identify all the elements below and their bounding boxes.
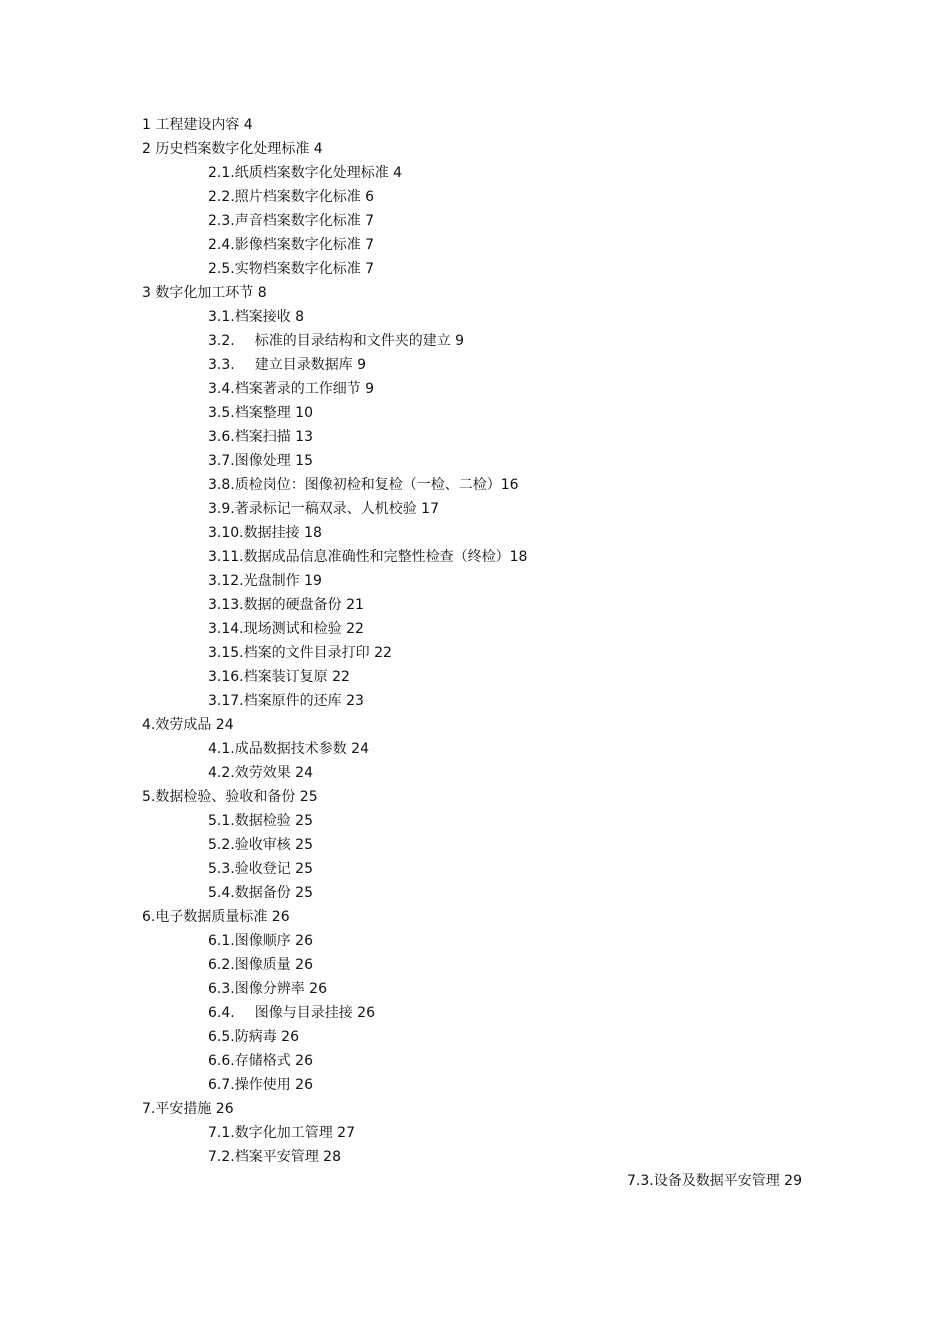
- toc-entry-text: 3.13.数据的硬盘备份 21: [208, 597, 364, 613]
- toc-entry[interactable]: [142, 1025, 842, 1049]
- toc-entry-text: 4.2.效劳效果 24: [208, 765, 313, 781]
- toc-entry-number: 6.4.: [208, 1005, 235, 1021]
- toc-entry[interactable]: [142, 473, 842, 497]
- toc-entry-number: 3.2.: [208, 333, 235, 349]
- toc-entry-text: 6.2.图像质量 26: [208, 957, 313, 973]
- toc-entry-text: 3.1.档案接收 8: [208, 309, 305, 325]
- toc-entry-text: 2.5.实物档案数字化标准 7: [208, 261, 375, 277]
- toc-entry-text: 6.3.图像分辨率 26: [208, 981, 327, 997]
- toc-entry[interactable]: [142, 617, 842, 641]
- toc-entry[interactable]: [142, 377, 842, 401]
- toc-entry-text: 5.数据检验、验收和备份 25: [142, 789, 318, 805]
- toc-entry-text: 6.电子数据质量标准 26: [142, 909, 290, 925]
- toc-entry[interactable]: [142, 425, 842, 449]
- toc-heading[interactable]: [142, 905, 842, 929]
- toc-entry-text: 5.4.数据备份 25: [208, 885, 313, 901]
- toc-entry-text: 3.5.档案整理 10: [208, 405, 313, 421]
- toc-entry-text: 3.9.著录标记一稿双录、人机校验 17: [208, 501, 439, 517]
- toc-entry[interactable]: [142, 521, 842, 545]
- toc-entry-text: 2 历史档案数字化处理标准 4: [142, 141, 323, 157]
- toc-entry[interactable]: [142, 761, 842, 785]
- toc-entry-title: 图像与目录挂接 26: [254, 1005, 375, 1021]
- toc-entry-text: 7.平安措施 26: [142, 1101, 234, 1117]
- toc-entry[interactable]: [142, 449, 842, 473]
- toc-entry-title: 建立目录数据库 9: [254, 357, 367, 373]
- toc-entry[interactable]: [142, 305, 842, 329]
- toc-entry-text: 7.1.数字化加工管理 27: [208, 1125, 355, 1141]
- toc-entry-text: 5.1.数据检验 25: [208, 813, 313, 829]
- toc-entry-text: 7.2.档案平安管理 28: [208, 1149, 341, 1165]
- toc-entry-title: 标准的目录结构和文件夹的建立 9: [254, 333, 465, 349]
- toc-entry-text: 3 数字化加工环节 8: [142, 285, 267, 301]
- toc-heading[interactable]: [142, 785, 842, 809]
- toc-entry-text: 3.11.数据成品信息准确性和完整性检查（终检）18: [208, 549, 528, 565]
- toc-entry-text: 6.1.图像顺序 26: [208, 933, 313, 949]
- toc-entry-text: 3.16.档案装订复原 22: [208, 669, 350, 685]
- toc-entry-text: 2.2.照片档案数字化标准 6: [208, 189, 375, 205]
- toc-entry[interactable]: [142, 1145, 842, 1169]
- toc-entry[interactable]: [142, 329, 842, 353]
- toc-entry[interactable]: [142, 1073, 842, 1097]
- toc-entry[interactable]: [142, 233, 842, 257]
- toc-entry[interactable]: [142, 1001, 842, 1025]
- toc-entry[interactable]: [142, 737, 842, 761]
- toc-entry-text: 3.15.档案的文件目录打印 22: [208, 645, 392, 661]
- toc-entry-text: 3.4.档案著录的工作细节 9: [208, 381, 375, 397]
- toc-entry[interactable]: [142, 929, 842, 953]
- toc-entry-text: 6.5.防病毒 26: [208, 1029, 299, 1045]
- toc-entry[interactable]: [142, 161, 842, 185]
- toc-heading[interactable]: [142, 713, 842, 737]
- toc-heading[interactable]: [142, 113, 842, 137]
- toc-entry[interactable]: [142, 857, 842, 881]
- toc-entry-text: 5.3.验收登记 25: [208, 861, 313, 877]
- toc-entry-text: 4.效劳成品 24: [142, 717, 234, 733]
- toc-entry-text: 3.12.光盘制作 19: [208, 573, 322, 589]
- toc-entry[interactable]: [142, 545, 842, 569]
- toc-entry[interactable]: [142, 689, 842, 713]
- toc-entry-text: 6.6.存储格式 26: [208, 1053, 313, 1069]
- toc-entry[interactable]: [142, 1121, 842, 1145]
- toc-heading[interactable]: [142, 281, 842, 305]
- toc-entry-text: 3.8.质检岗位：图像初检和复检（一检、二检）16: [208, 477, 519, 493]
- toc-entry[interactable]: [142, 665, 842, 689]
- toc-entry-text: 1 工程建设内容 4: [142, 117, 253, 133]
- toc-heading[interactable]: [142, 1097, 842, 1121]
- toc-entry[interactable]: [142, 257, 842, 281]
- toc-entry[interactable]: [142, 185, 842, 209]
- toc-entry-text: 3.10.数据挂接 18: [208, 525, 322, 541]
- toc-entry[interactable]: [142, 593, 842, 617]
- toc-entry-text: 2.4.影像档案数字化标准 7: [208, 237, 375, 253]
- toc-entry-text: 3.14.现场测试和检验 22: [208, 621, 364, 637]
- toc-entry[interactable]: [142, 353, 842, 377]
- toc-entry[interactable]: [142, 881, 842, 905]
- toc-entry[interactable]: [142, 1169, 842, 1193]
- toc-entry[interactable]: [142, 1049, 842, 1073]
- toc-entry-text: 6.7.操作使用 26: [208, 1077, 313, 1093]
- toc-heading[interactable]: [142, 137, 842, 161]
- toc-entry-text: 5.2.验收审核 25: [208, 837, 313, 853]
- toc-entry[interactable]: [142, 809, 842, 833]
- toc-entry-text: 3.17.档案原件的还库 23: [208, 693, 364, 709]
- toc-entry[interactable]: [142, 497, 842, 521]
- toc-entry-text: 3.6.档案扫描 13: [208, 429, 313, 445]
- toc-entry[interactable]: [142, 209, 842, 233]
- toc-entry-text: 3.7.图像处理 15: [208, 453, 313, 469]
- toc-entry[interactable]: [142, 569, 842, 593]
- toc-entry[interactable]: [142, 977, 842, 1001]
- toc-entry[interactable]: [142, 953, 842, 977]
- table-of-contents: [142, 113, 842, 1193]
- toc-entry[interactable]: [142, 641, 842, 665]
- toc-entry-text: 7.3.设备及数据平安管理 29: [627, 1173, 802, 1189]
- toc-entry-text: 2.3.声音档案数字化标准 7: [208, 213, 375, 229]
- toc-entry-text: 2.1.纸质档案数字化处理标准 4: [208, 165, 403, 181]
- toc-entry[interactable]: [142, 833, 842, 857]
- toc-entry-text: 4.1.成品数据技术参数 24: [208, 741, 369, 757]
- toc-entry-number: 3.3.: [208, 357, 235, 373]
- toc-entry[interactable]: [142, 401, 842, 425]
